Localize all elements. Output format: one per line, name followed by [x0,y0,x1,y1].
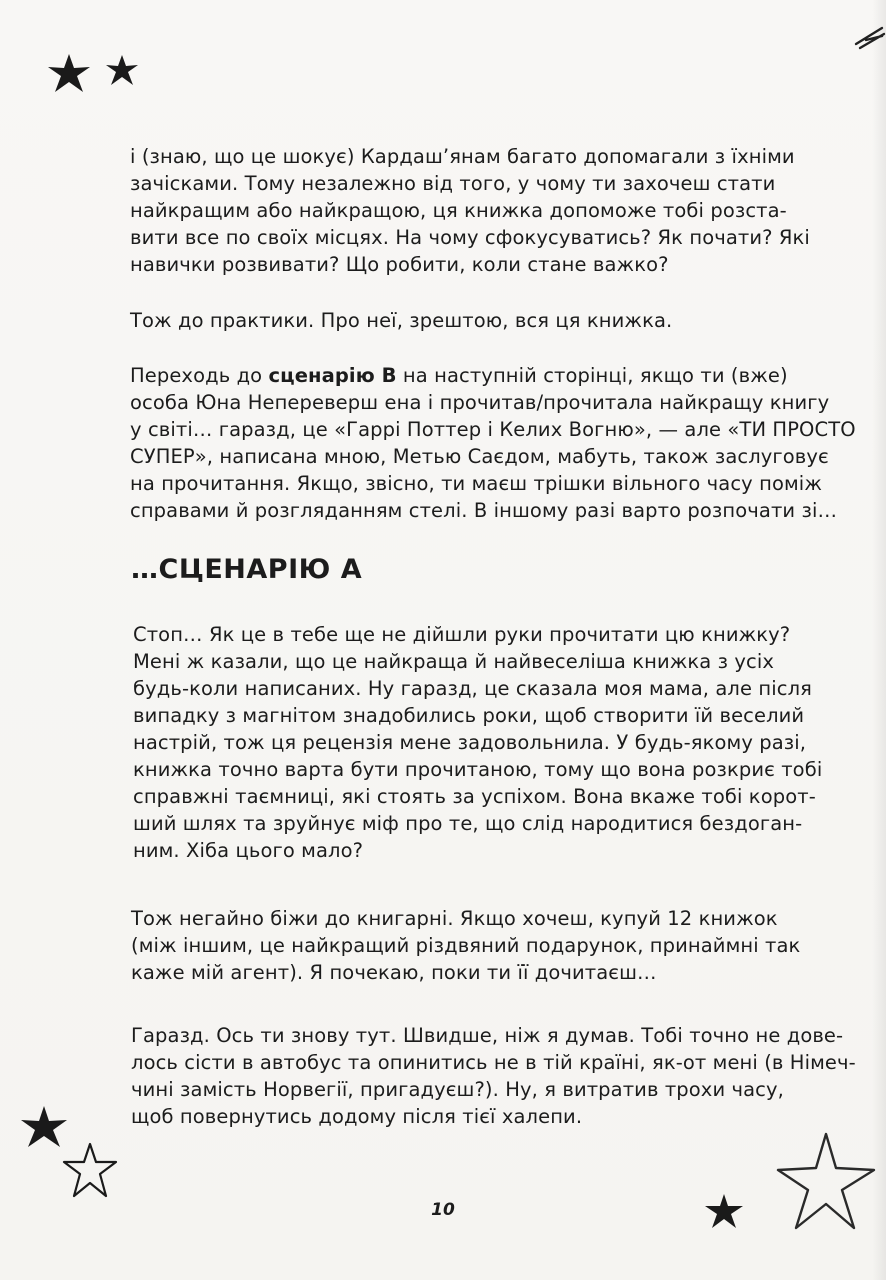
text-run: на наступній сторінці, якщо ти (вже) [396,364,788,387]
text-line [130,362,788,389]
filled-star-icon [104,54,140,86]
text-line: лось сісти в автобус та опинитись не в тій країні, як-от мені (в Німеч- [131,1051,856,1074]
text-line: настрій, тож ця рецензія мене задовольнила. У будь-якому разі, [133,731,807,754]
paragraph-6 [131,1022,856,1130]
text-line: на прочитання. Якщо, звісно, ти маєш трішки вільного часу поміж [130,472,822,495]
text-run: Переходь до [130,364,269,387]
text-line: щоб повернутись додому після тієї халепи. [131,1105,583,1128]
text-line: Тож до практики. Про неї, зрештою, вся ця книжка. [130,309,673,332]
text-line: справами й розгляданням стелі. В іншому разі варто розпочати зі… [130,499,838,522]
text-line: чині замість Норвегії, пригадуєш?). Ну, я витратив трохи часу, [131,1078,784,1101]
text-line: Тож негайно біжи до книгарні. Якщо хочеш, купуй 12 книжок [131,907,778,930]
text-line: каже мій агент). Я почекаю, поки ти її дочитаєш… [131,961,657,984]
text-line: (між іншим, це найкращий різдвяний подарунок, принаймні так [131,934,801,957]
text-line: ним. Хіба цього мало? [133,839,364,862]
scribble-mark-icon [852,18,886,52]
text-line: будь-коли написаних. Ну гаразд, це сказала моя мама, але після [133,677,812,700]
text-line: Стоп… Як це в тебе ще не дійшли руки прочитати цю книжку? [133,623,791,646]
text-line: СУПЕР», написана мною, Метью Саєдом, мабуть, також заслуговує [130,445,829,468]
paragraph-3 [130,362,856,524]
page-number: 10 [431,1200,455,1220]
text-line: Гаразд. Ось ти знову тут. Швидше, ніж я думав. Тобі точно не дове- [131,1024,844,1047]
scenario-b-reference: сценарію В [268,364,397,387]
text-line: зачісками. Тому незалежно від того, у чому ти захочеш стати [130,172,776,195]
text-line: навички розвивати? Що робити, коли стане важко? [130,253,669,276]
paragraph-5 [131,905,801,986]
text-line: Мені ж казали, що це найкраща й найвеселіша книжка з усіх [133,650,774,673]
text-line: справжні таємниці, які стоять за успіхом. Вона вкаже тобі корот- [133,785,816,808]
paragraph-4 [133,621,823,864]
text-line: і (знаю, що це шокує) Кардаш’янам багато допомагали з їхніми [130,145,795,168]
outline-star-icon [58,1140,122,1202]
text-line: книжка точно варта бути прочитаною, тому що вона розкриє тобі [133,758,823,781]
text-line: найкращим або найкращою, ця книжка допоможе тобі розста- [130,199,787,222]
paragraph-2 [130,307,770,334]
filled-star-icon [44,52,94,94]
text-line: ший шлях та зруйнує міф про те, що слід народитися бездоган- [133,812,803,835]
page-edge-shadow [872,0,886,1280]
paragraph-1 [130,143,810,278]
text-line: вити все по своїх місцях. На чому сфокусуватись? Як почати? Які [130,226,810,249]
text-line: у світі… гаразд, це «Гаррі Поттер і Келих Вогню», — але «ТИ ПРОСТО [130,418,856,441]
text-line: особа Юна Непереверш ена і прочитав/прочитала найкращу книгу [130,391,830,414]
section-heading: …СЦЕНАРІЮ А [131,554,363,585]
text-line: випадку з магнітом знадобились роки, щоб створити їй веселий [133,704,805,727]
